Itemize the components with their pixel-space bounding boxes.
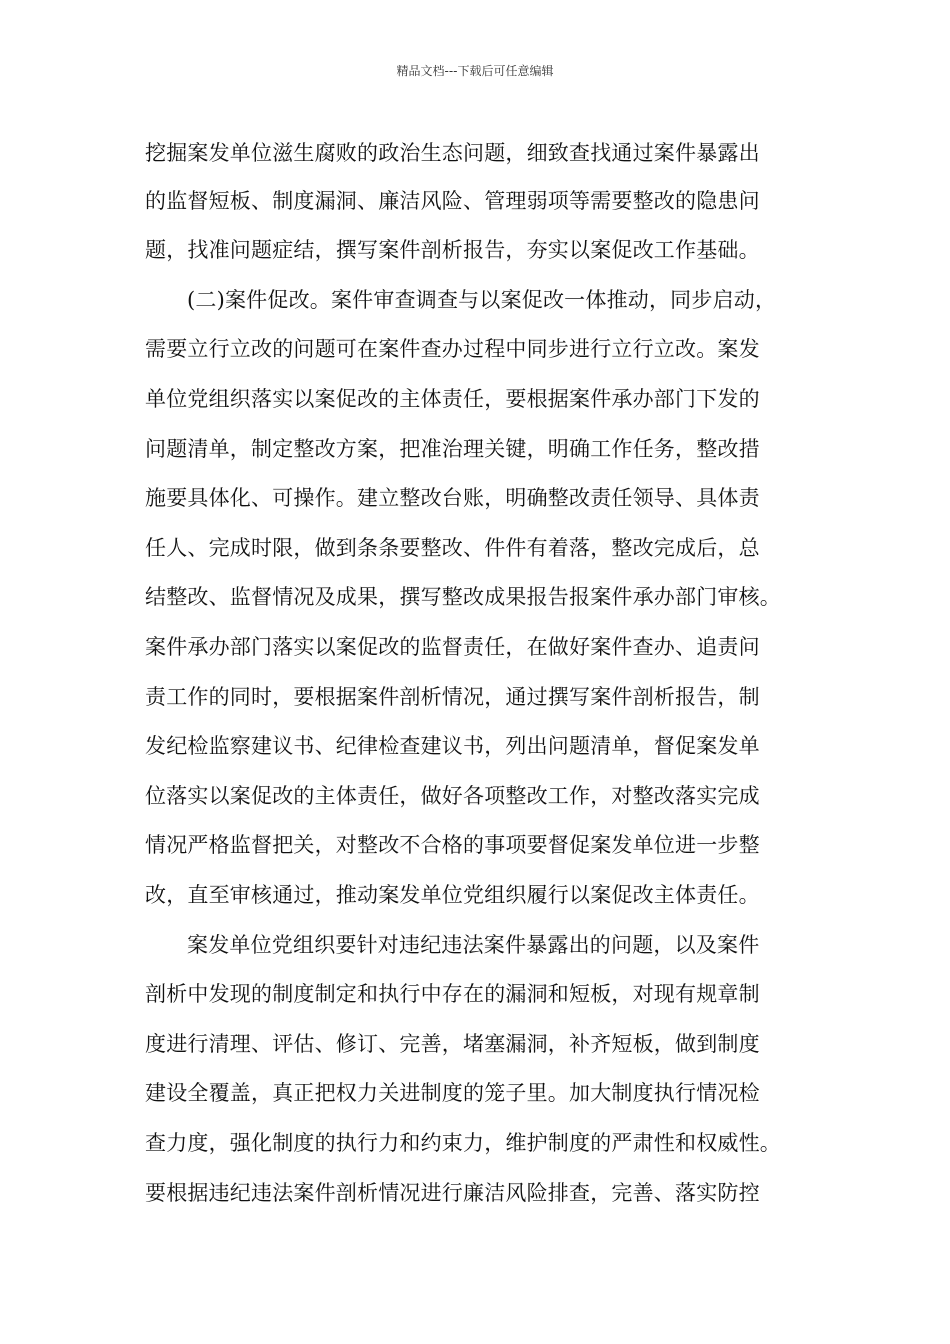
text-line: 施要具体化、可操作。建立整改台账，明确整改责任领导、具体责 — [145, 486, 760, 510]
paragraph-start-line: (二)案件促改。案件审查调查与以案促改一体推动，同步启动， — [187, 288, 777, 312]
text-line: 查力度，强化制度的执行力和约束力，维护制度的严肃性和权威性。 — [145, 1131, 781, 1155]
text-line: 改，直至审核通过，推动案发单位党组织履行以案促改主体责任。 — [145, 883, 760, 907]
text-line: 位落实以案促改的主体责任，做好各项整改工作，对整改落实完成 — [145, 784, 760, 808]
paragraph-start-line: 案发单位党组织要针对违纪违法案件暴露出的问题，以及案件 — [187, 933, 760, 957]
text-line: 需要立行立改的问题可在案件查办过程中同步进行立行立改。案发 — [145, 337, 760, 361]
text-line: 任人、完成时限，做到条条要整改、件件有着落，整改完成后，总 — [145, 536, 760, 560]
text-line: 发纪检监察建议书、纪律检查建议书，列出问题清单，督促案发单 — [145, 734, 760, 758]
text-line: 案件承办部门落实以案促改的监督责任，在做好案件查办、追责问 — [145, 635, 760, 659]
text-line: 结整改、监督情况及成果，撰写整改成果报告报案件承办部门审核。 — [145, 585, 781, 609]
text-line: 挖掘案发单位滋生腐败的政治生态问题，细致查找通过案件暴露出 — [145, 141, 760, 165]
text-line: 单位党组织落实以案促改的主体责任，要根据案件承办部门下发的 — [145, 387, 760, 411]
text-line: 责工作的同时，要根据案件剖析情况，通过撰写案件剖析报告，制 — [145, 685, 760, 709]
text-line: 问题清单，制定整改方案，把准治理关键，明确工作任务，整改措 — [145, 437, 760, 461]
page-header: 精品文档---下载后可任意编辑 — [396, 64, 554, 78]
text-line: 题，找准问题症结，撰写案件剖析报告，夯实以案促改工作基础。 — [145, 238, 760, 262]
text-line: 要根据违纪违法案件剖析情况进行廉洁风险排查，完善、落实防控 — [145, 1181, 760, 1205]
text-line: 情况严格监督把关，对整改不合格的事项要督促案发单位进一步整 — [145, 833, 760, 857]
text-line: 剖析中发现的制度制定和执行中存在的漏洞和短板，对现有规章制 — [145, 982, 760, 1006]
text-line: 的监督短板、制度漏洞、廉洁风险、管理弱项等需要整改的隐患问 — [145, 189, 760, 213]
text-line: 度进行清理、评估、修订、完善，堵塞漏洞，补齐短板，做到制度 — [145, 1032, 760, 1056]
text-line: 建设全覆盖，真正把权力关进制度的笼子里。加大制度执行情况检 — [145, 1081, 760, 1105]
